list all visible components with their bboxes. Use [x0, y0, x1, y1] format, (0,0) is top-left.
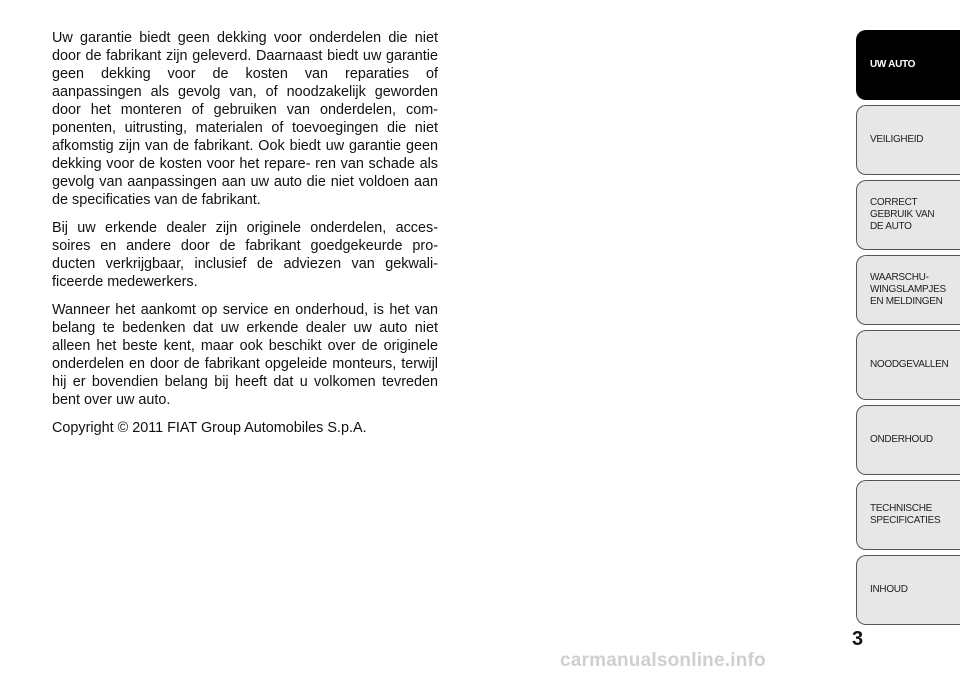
paragraph-warranty: Uw garantie biedt geen dekking voor onderdelen die niet door de fabrikant zijn geleverd. Daarnaast biedt uw garantie geen dekking voor de kosten van reparaties of aanpassingen als gevolg van, of noodzakelijk geworden door het monteren of gebruiken van onderdelen, com- ponenten, uitrusting, materialen of toevoegingen die niet afkomstig zijn van de fabrikant. Ook biedt uw garantie geen dekking voor de kosten voor het repare- ren van schade als gevolg van aanpassingen aan uw auto die niet voldoen aan de specificaties van de fabrikant. [52, 30, 438, 208]
tab-label: CORRECT GEBRUIK VAN DE AUTO [870, 197, 935, 232]
body-text [52, 29, 438, 447]
tab-technische-specificaties[interactable] [856, 480, 960, 550]
watermark: carmanualsonline.info [560, 650, 766, 671]
paragraph-service: Wanneer het aankomt op service en onderhoud, is het van belang te bedenken dat uw erkende dealer uw auto niet alleen het beste kent, maar ook beschikt over de originele onderdelen en door de fabrikant opgeleide monteurs, terwijl hij er bovendien belang bij heeft dat u volkomen tevreden bent over uw auto. [52, 302, 438, 408]
tab-label: TECHNISCHE SPECIFICATIES [870, 503, 941, 526]
tab-label: UW AUTO [870, 59, 916, 70]
tab-inhoud[interactable] [856, 555, 960, 625]
tab-veiligheid[interactable] [856, 105, 960, 175]
tab-noodgevallen[interactable] [856, 330, 960, 400]
tab-label: NOODGEVALLEN [870, 359, 949, 370]
tab-uw-auto[interactable] [856, 30, 960, 100]
paragraph-dealer-parts: Bij uw erkende dealer zijn originele onderdelen, acces- soires en andere door de fabrikant goedgekeurde pro- ducten verkrijgbaar, inclusief de adviezen van gekwali- ficeerde medewerkers. [52, 220, 438, 290]
copyright-notice: Copyright © 2011 FIAT Group Automobiles S.p.A. [52, 420, 367, 436]
tab-label: INHOUD [870, 584, 908, 595]
tab-onderhoud[interactable] [856, 405, 960, 475]
tab-label: VEILIGHEID [870, 134, 924, 145]
tab-waarschuwingslampjes[interactable] [856, 255, 960, 325]
section-tabs [856, 30, 960, 630]
tab-correct-gebruik[interactable] [856, 180, 960, 250]
page-number: 3 [852, 628, 864, 650]
tab-label: WAARSCHU- WINGSLAMPJES EN MELDINGEN [870, 272, 946, 307]
tab-label: ONDERHOUD [870, 434, 933, 445]
